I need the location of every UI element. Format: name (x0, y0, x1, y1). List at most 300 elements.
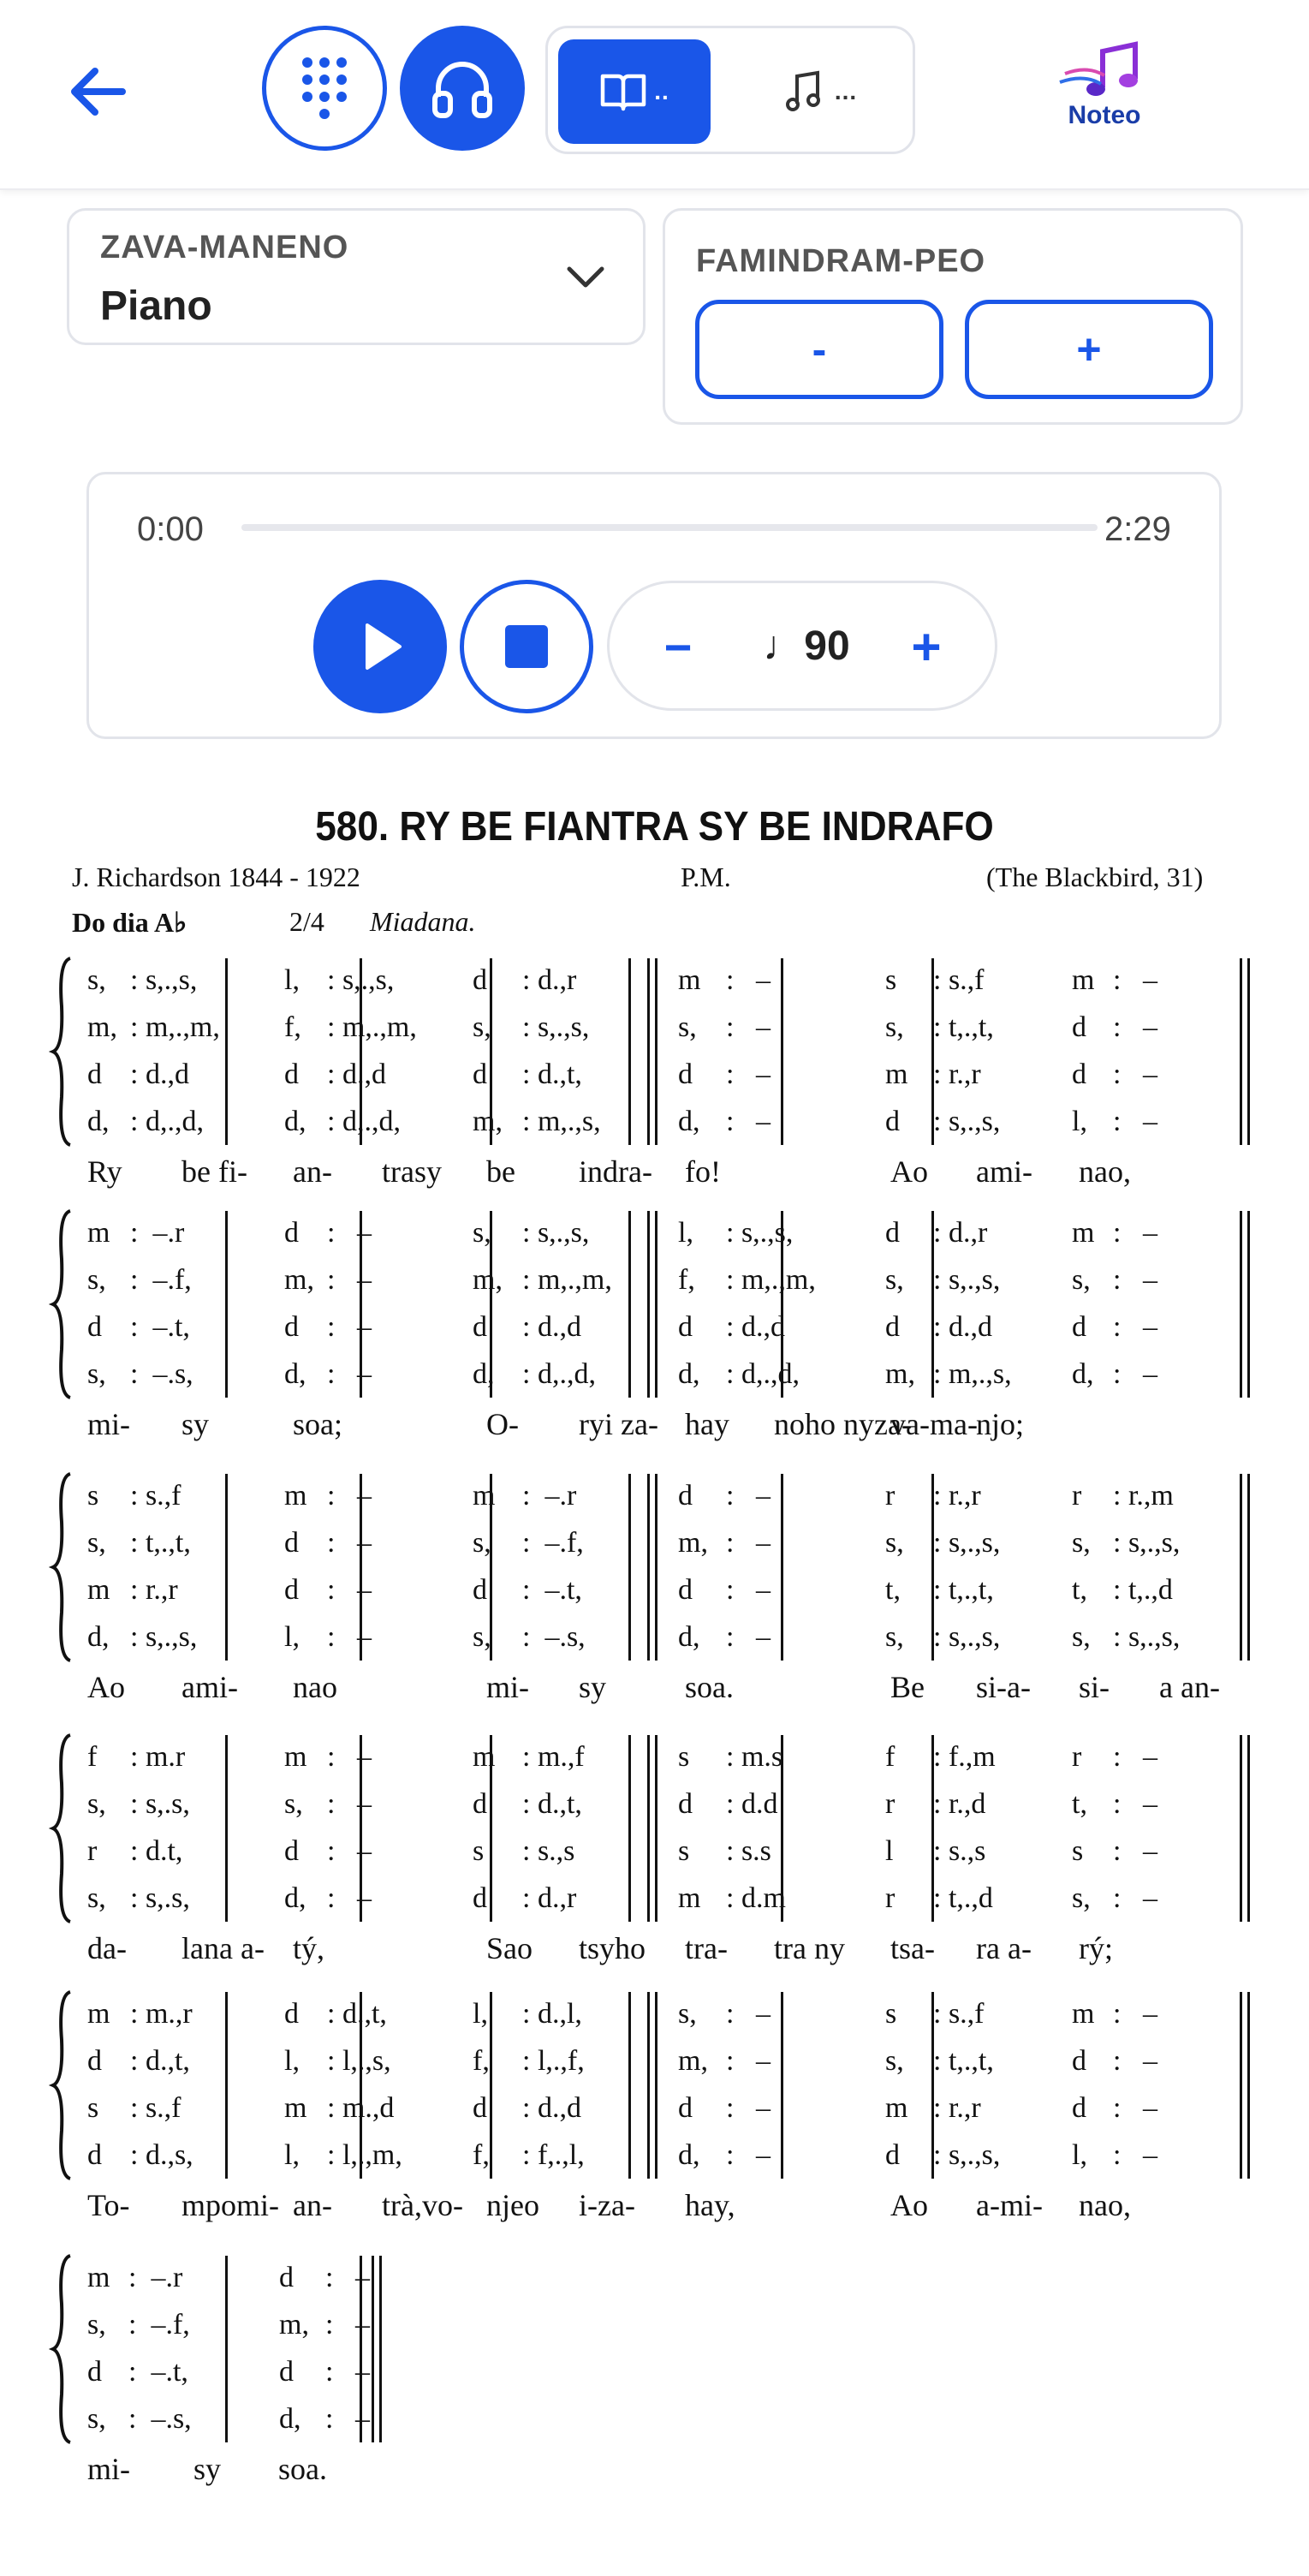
double-bar-line (655, 1992, 657, 2179)
solfa-cell: : s.,f (130, 2092, 181, 2124)
solfa-cell: : s.,f (933, 1998, 985, 2030)
solfa-cell: d (473, 1574, 487, 1606)
lyric-syllable: indra- (579, 1154, 652, 1189)
solfa-cell: : s.s (726, 1835, 771, 1867)
transpose-up-label: + (1076, 325, 1102, 373)
solfa-cell: : – (1113, 1741, 1157, 1773)
solfa-cell: : m.,r (130, 1998, 193, 2030)
bar-line (225, 958, 228, 1145)
solfa-cell: : s,.,s, (1113, 1621, 1181, 1653)
solfa-cell: : s,.,s, (327, 964, 395, 996)
bar-line (225, 1474, 228, 1661)
solfa-cell: : –.s, (128, 2403, 192, 2435)
solfa-cell: : d.,d (933, 1311, 992, 1343)
solfa-cell: s (678, 1741, 690, 1773)
tab-music[interactable] (745, 39, 897, 144)
solfa-cell: : – (1113, 2092, 1157, 2124)
solfa-cell: : – (1113, 2045, 1157, 2077)
solfa-cell: : s,.,s, (1113, 1527, 1181, 1559)
lyric-syllable: trà,vo- (382, 2188, 463, 2222)
bar-line (628, 1735, 631, 1922)
solfa-cell: : – (325, 2262, 370, 2293)
lyric-syllable: ami- (181, 1670, 238, 1704)
solfa-cell: : –.t, (522, 1574, 582, 1606)
lyric-syllable: nao, (1079, 2188, 1131, 2222)
solfa-cell: : s.,f (130, 1480, 181, 1512)
solfa-cell: : t,.,t, (933, 1011, 994, 1043)
solfa-cell: s, (1072, 1527, 1091, 1559)
music-note-icon (785, 69, 823, 114)
solfa-cell: : t,.,d (1113, 1574, 1173, 1606)
bar-line (628, 1992, 631, 2179)
double-bar-line (655, 958, 657, 1145)
lyric-syllable: be (486, 1154, 515, 1189)
bar-line (225, 1735, 228, 1922)
lyric-syllable: sy (181, 1407, 210, 1441)
bar-line (781, 958, 783, 1145)
solfa-cell: : –.r (130, 1217, 185, 1249)
system-brace (53, 1474, 70, 1661)
solfa-cell: m (284, 2092, 307, 2124)
solfa-cell: m (87, 1217, 110, 1249)
audio-button[interactable] (400, 26, 525, 151)
solfa-cell: l, (1072, 1106, 1087, 1137)
solfa-cell: d (87, 2045, 102, 2077)
solfa-cell: : – (327, 1217, 372, 1249)
solfa-cell: : m,.,m, (726, 1264, 816, 1296)
solfa-cell: : – (726, 1574, 771, 1606)
solfa-cell: : – (726, 2139, 771, 2171)
solfa-cell: m (473, 1480, 496, 1512)
double-bar-line (647, 1474, 650, 1661)
top-toolbar (0, 0, 1309, 190)
double-bar-line (1247, 958, 1250, 1145)
solfa-cell: : d,.,d, (522, 1358, 596, 1390)
solfa-cell: d (279, 2356, 294, 2388)
solfa-cell: : d.m (726, 1882, 786, 1914)
lyric-syllable: Ao (87, 1670, 125, 1704)
solfa-cell: : – (726, 1058, 771, 1090)
view-mode-toggle (545, 26, 915, 154)
lyric-syllable: ami- (976, 1154, 1032, 1189)
progress-slider[interactable] (241, 524, 1098, 531)
stop-button[interactable] (460, 580, 593, 713)
double-bar-line (1240, 1211, 1242, 1398)
solfa-cell: : – (726, 1480, 771, 1512)
solfa-cell: r (885, 1788, 895, 1820)
solfa-cell: s, (885, 1621, 904, 1653)
solfa-cell: : d.t, (130, 1835, 183, 1867)
solfa-cell: : – (1113, 1106, 1157, 1137)
lyric-syllable: da- (87, 1931, 127, 1965)
play-icon (350, 617, 410, 677)
solfa-cell: s, (1072, 1621, 1091, 1653)
lyric-syllable: soa. (278, 2452, 327, 2486)
solfa-cell: d (284, 1058, 299, 1090)
keypad-icon (295, 54, 354, 122)
double-bar-line (1240, 1474, 1242, 1661)
solfa-cell: d (284, 1998, 299, 2030)
song-tempo: Miadana. (370, 906, 476, 937)
solfa-cell: : d.,t, (327, 1998, 387, 2030)
bar-line (628, 1474, 631, 1661)
solfa-cell: m, (87, 1011, 117, 1043)
solfa-cell: : – (327, 1788, 372, 1820)
solfa-cell: : –.r (522, 1480, 577, 1512)
lyric-syllable: tý, (293, 1931, 325, 1965)
solfa-cell: : m.,d (327, 2092, 395, 2124)
lyric-syllable: noho nyza- (774, 1407, 912, 1441)
solfa-cell: : – (726, 2092, 771, 2124)
solfa-cell: : m,.,s, (933, 1358, 1012, 1390)
solfa-cell: : f,.,l, (522, 2139, 585, 2171)
solfa-cell: : s,.,s, (522, 1217, 590, 1249)
lyric-syllable: si-a- (976, 1670, 1031, 1704)
solfa-cell: d (1072, 2092, 1086, 2124)
lyric-syllable: mpomi- (181, 2188, 279, 2222)
solfa-cell: : s.,f (933, 964, 985, 996)
lyric-syllable: a an- (1159, 1670, 1220, 1704)
solfa-cell: : d.,t, (522, 1788, 582, 1820)
solfa-cell: m, (279, 2309, 309, 2340)
solfa-cell: s, (87, 2403, 106, 2435)
solfa-cell: s (678, 1835, 690, 1867)
solfa-cell: : – (327, 1527, 372, 1559)
lyric-syllable: O- (486, 1407, 519, 1441)
lyric-syllable: hay, (685, 2188, 735, 2222)
transpose-down-label: - (812, 325, 827, 373)
solfa-cell: d, (473, 1358, 495, 1390)
solfa-cell: m (87, 2262, 110, 2293)
chevron-down-icon (564, 260, 607, 295)
solfa-cell: m (678, 964, 701, 996)
solfa-cell: d (279, 2262, 294, 2293)
solfa-cell: d (87, 2139, 102, 2171)
music-system (0, 1732, 1309, 1980)
solfa-cell: d, (284, 1882, 306, 1914)
song-source: (The Blackbird, 31) (986, 862, 1204, 892)
solfa-cell: : d,.,d, (130, 1106, 204, 1137)
lyric-syllable: i-za- (579, 2188, 635, 2222)
lyric-syllable: be fi- (181, 1154, 247, 1189)
song-key: Do dia A♭ (72, 907, 187, 938)
lyric-syllable: a-mi- (976, 2188, 1043, 2222)
solfa-cell: : d.,t, (130, 2045, 190, 2077)
solfa-cell: d, (279, 2403, 301, 2435)
solfa-cell: : – (325, 2309, 370, 2340)
solfa-cell: : – (726, 1106, 771, 1137)
song-title: 580. RY BE FIANTRA SY BE INDRAFO (315, 804, 994, 850)
solfa-cell: : d,.,d, (726, 1358, 800, 1390)
solfa-cell: d (87, 1058, 102, 1090)
tab-lyrics-label: .. (654, 78, 669, 104)
music-system (0, 955, 1309, 1203)
solfa-cell: s, (87, 1882, 106, 1914)
solfa-cell: : – (327, 1264, 372, 1296)
lyric-syllable: lana a- (181, 1931, 265, 1965)
solfa-cell: : – (1113, 1058, 1157, 1090)
solfa-cell: l, (284, 964, 300, 996)
total-time: 2:29 (1104, 510, 1171, 548)
lyric-syllable: va-ma- (890, 1407, 978, 1441)
lyric-syllable: tra ny (774, 1931, 845, 1965)
solfa-cell: d (678, 1574, 693, 1606)
solfa-cell: f, (678, 1264, 695, 1296)
solfa-cell: s, (87, 1264, 106, 1296)
double-bar-line (1247, 1735, 1250, 1922)
solfa-cell: m, (284, 1264, 314, 1296)
tempo-increase-label: + (911, 617, 942, 676)
solfa-cell: : m.r (130, 1741, 186, 1773)
solfa-cell: m (284, 1741, 307, 1773)
solfa-cell: : – (1113, 1264, 1157, 1296)
solfa-cell: t, (1072, 1788, 1087, 1820)
song-composer: J. Richardson 1844 - 1922 (72, 862, 360, 892)
instrument-select[interactable] (67, 208, 646, 345)
song-meter: P.M. (681, 862, 731, 892)
tempo-increase-button[interactable] (892, 612, 961, 681)
lyric-syllable: ryi za- (579, 1407, 658, 1441)
solfa-cell: m (885, 1058, 908, 1090)
lyric-syllable: soa; (293, 1407, 342, 1441)
solfa-cell: : – (1113, 1358, 1157, 1390)
lyric-syllable: tsyho (579, 1931, 646, 1965)
solfa-cell: : s,.,s, (933, 2139, 1001, 2171)
solfa-cell: s, (284, 1788, 303, 1820)
solfa-cell: m, (473, 1106, 503, 1137)
lyric-syllable: ra a- (976, 1931, 1032, 1965)
transpose-panel (663, 208, 1243, 425)
double-bar-line (1240, 1992, 1242, 2179)
lyric-syllable: fo! (685, 1154, 721, 1189)
solfa-cell: : – (325, 2403, 370, 2435)
tempo-control (607, 581, 997, 711)
solfa-cell: l (885, 1835, 894, 1867)
solfa-cell: d (87, 1311, 102, 1343)
solfa-cell: s, (87, 1527, 106, 1559)
solfa-cell: : t,.,d (933, 1882, 993, 1914)
solfa-cell: m (885, 2092, 908, 2124)
solfa-cell: s, (678, 1998, 697, 2030)
lyric-syllable: njo; (976, 1407, 1025, 1441)
lyric-syllable: si- (1079, 1670, 1110, 1704)
solfa-cell: m (1072, 964, 1095, 996)
instrument-value: Piano (100, 283, 212, 329)
lyric-syllable: Ao (890, 1154, 928, 1189)
staff-lines (0, 2252, 1309, 2458)
solfa-cell: : r.,r (933, 2092, 981, 2124)
solfa-cell: f, (473, 2139, 490, 2171)
solfa-cell: s (885, 1998, 897, 2030)
lyric-syllable: Sao (486, 1931, 533, 1965)
solfa-cell: : d.,s, (130, 2139, 193, 2171)
bar-line (490, 1992, 492, 2179)
bar-line (628, 1211, 631, 1398)
music-notes-logo-icon (1053, 39, 1156, 108)
solfa-cell: l, (678, 1217, 693, 1249)
solfa-cell: : –.r (128, 2262, 183, 2293)
solfa-cell: l, (1072, 2139, 1087, 2171)
tab-lyrics[interactable] (558, 39, 711, 144)
current-time: 0:00 (137, 510, 204, 548)
solfa-cell: : – (726, 964, 771, 996)
solfa-cell: d (1072, 1058, 1086, 1090)
solfa-cell: m, (473, 1264, 503, 1296)
solfa-cell: : –.s, (130, 1358, 193, 1390)
transpose-down-button[interactable] (695, 300, 943, 399)
solfa-cell: d (87, 2356, 102, 2388)
tempo-value: ♩90 (763, 623, 850, 669)
solfa-cell: s, (885, 1527, 904, 1559)
solfa-cell: : m,.,m, (522, 1264, 612, 1296)
solfa-cell: : t,.,t, (130, 1527, 191, 1559)
double-bar-line (655, 1211, 657, 1398)
solfa-cell: l, (284, 2045, 300, 2077)
lyric-syllable: rý; (1079, 1931, 1113, 1965)
solfa-cell: : s,.,s, (933, 1264, 1001, 1296)
bar-line (225, 2256, 228, 2442)
lyric-syllable: njeo (486, 2188, 539, 2222)
solfa-cell: : –.t, (130, 1311, 190, 1343)
solfa-cell: : s,.,s, (522, 1011, 590, 1043)
solfa-cell: l, (284, 1621, 300, 1653)
solfa-cell: : l,.,m, (327, 2139, 402, 2171)
solfa-cell: r (885, 1480, 895, 1512)
solfa-cell: d (473, 1311, 487, 1343)
transpose-label: FAMINDRAM-PEO (696, 243, 986, 279)
arrow-left-icon (62, 56, 134, 128)
double-bar-line (647, 1735, 650, 1922)
solfa-cell: r (1072, 1741, 1082, 1773)
solfa-cell: s, (87, 1788, 106, 1820)
solfa-cell: d (473, 2092, 487, 2124)
solfa-cell: d, (87, 1106, 110, 1137)
solfa-cell: d, (678, 2139, 700, 2171)
solfa-cell: : t,.,t, (933, 2045, 994, 2077)
solfa-cell: : – (1113, 964, 1157, 996)
song-time-signature: 2/4 (289, 906, 324, 937)
solfa-cell: t, (1072, 1574, 1087, 1606)
solfa-cell: d (678, 1788, 693, 1820)
lyric-syllable: Ao (890, 2188, 928, 2222)
solfa-cell: : – (1113, 1998, 1157, 2030)
solfa-cell: d (284, 1835, 299, 1867)
solfa-cell: m (87, 1998, 110, 2030)
solfa-cell: l, (284, 2139, 300, 2171)
double-bar-line (372, 2256, 374, 2442)
solfa-cell: s (87, 2092, 99, 2124)
lyric-syllable: mi- (87, 1407, 130, 1441)
solfa-cell: d (885, 2139, 900, 2171)
solfa-cell: s, (885, 2045, 904, 2077)
bar-line (628, 958, 631, 1145)
bar-line (225, 1211, 228, 1398)
lyric-syllable: Be (890, 1670, 925, 1704)
double-bar-line (647, 1992, 650, 2179)
solfa-cell: d, (284, 1106, 306, 1137)
solfa-cell: : s,.,s, (933, 1106, 1001, 1137)
double-bar-line (1247, 1992, 1250, 2179)
solfa-cell: d (885, 1106, 900, 1137)
solfa-cell: s, (473, 1527, 491, 1559)
double-bar-line (1240, 1735, 1242, 1922)
double-bar-line (655, 1474, 657, 1661)
back-button[interactable] (60, 53, 137, 130)
double-bar-line (647, 1211, 650, 1398)
solfa-cell: : d.,l, (522, 1998, 582, 2030)
solfa-cell: : s,.,s, (726, 1217, 794, 1249)
solfa-cell: f (885, 1741, 895, 1773)
tempo-decrease-button[interactable] (644, 612, 712, 681)
solfa-cell: : – (726, 2045, 771, 2077)
solfa-cell: : d.,r (522, 964, 577, 996)
music-system (0, 1470, 1309, 1719)
solfa-cell: : s.,s (933, 1835, 986, 1867)
lyric-syllable: tra- (685, 1931, 728, 1965)
music-system (0, 1989, 1309, 2237)
transpose-up-button[interactable] (965, 300, 1213, 399)
noteo-logo (1053, 39, 1156, 142)
play-button[interactable] (313, 580, 447, 713)
solfa-cell: : –.t, (128, 2356, 188, 2388)
instrument-label: ZAVA-MANENO (100, 230, 349, 265)
solfa-cell: d (678, 2092, 693, 2124)
lyric-syllable: mi- (486, 1670, 529, 1704)
solfa-cell: s, (473, 1011, 491, 1043)
solfa-cell: s, (678, 1011, 697, 1043)
solfa-cell: s (885, 964, 897, 996)
solfa-cell: : – (1113, 1882, 1157, 1914)
lyric-syllable: To- (87, 2188, 130, 2222)
lyric-syllable: nao (293, 1670, 337, 1704)
book-icon (599, 71, 647, 112)
solfa-cell: : – (327, 1835, 372, 1867)
solfa-cell: r (87, 1835, 98, 1867)
solfa-cell: : f.,m (933, 1741, 996, 1773)
solfa-cell: s, (473, 1217, 491, 1249)
solfa-cell: d, (1072, 1358, 1094, 1390)
solfa-cell: : d.,r (933, 1217, 988, 1249)
solfa-cell: : d.,r (522, 1882, 577, 1914)
lyric-syllable: nao, (1079, 1154, 1131, 1189)
lyric-syllable: an- (293, 1154, 332, 1189)
solfa-cell: : s,.,s, (130, 964, 198, 996)
system-brace (53, 2256, 70, 2442)
solfa-cell: : t,.,t, (933, 1574, 994, 1606)
solfa-cell: d (473, 1058, 487, 1090)
solfa-cell: : – (327, 1882, 372, 1914)
solfa-cell: m (678, 1882, 701, 1914)
solfa-cell: : – (1113, 1217, 1157, 1249)
lyric-syllable: soa. (685, 1670, 734, 1704)
solfa-cell: f, (284, 1011, 301, 1043)
lyric-syllable: mi- (87, 2452, 130, 2486)
solfa-cell: m, (885, 1358, 915, 1390)
solfa-cell: s, (87, 2309, 106, 2340)
solfa-cell: : – (327, 1311, 372, 1343)
solfa-cell: : r.,r (130, 1574, 178, 1606)
bar-line (781, 1992, 783, 2179)
solfa-cell: : d.,d (522, 2092, 581, 2124)
solfa-cell: m, (678, 2045, 708, 2077)
solfa-cell: : l,.,s, (327, 2045, 391, 2077)
solfa-cell: m (1072, 1217, 1095, 1249)
solfa-cell: : – (1113, 1835, 1157, 1867)
solfa-cell: : m,.,m, (327, 1011, 417, 1043)
solfa-cell: : s,.,s, (933, 1621, 1001, 1653)
keypad-button[interactable] (262, 26, 387, 151)
bar-line (225, 1992, 228, 2179)
